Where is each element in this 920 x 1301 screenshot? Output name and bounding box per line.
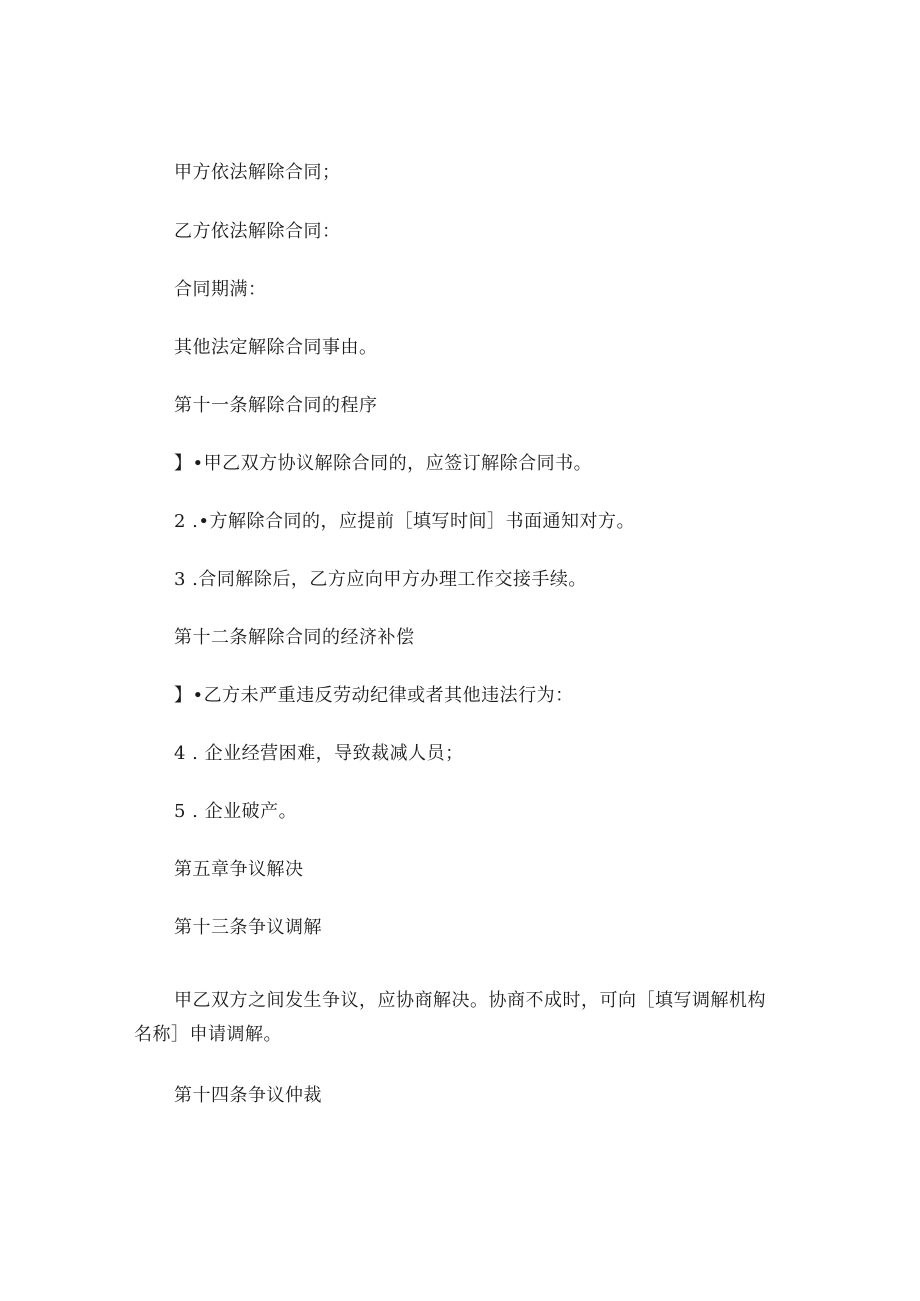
clause-line: 其他法定解除合同事由。 [174, 337, 378, 358]
body-paragraph: 甲乙双方之间发生争议，应协商解决。协商不成时，可向［填写调解机构名称］申请调解。 [134, 990, 766, 1045]
clause-line: 3 .合同解除后，乙方应向甲方办理工作交接手续。 [174, 569, 587, 590]
clause-line: 甲方依法解除合同； [174, 162, 341, 183]
clause-line: 5 . 企业破产。 [174, 801, 298, 822]
chapter-heading: 第五章争议解决 [174, 859, 304, 880]
clause-line: 合同期满： [174, 279, 267, 300]
section-heading: 第十一条解除合同的程序 [174, 395, 378, 416]
clause-line: 2 .•方解除合同的，应提前［填写时间］书面通知对方。 [174, 511, 636, 532]
clause-line: 】•甲乙双方协议解除合同的，应签订解除合同书。 [174, 453, 593, 474]
section-heading: 第十四条争议仲裁 [174, 1085, 322, 1106]
clause-line: 乙方依法解除合同： [174, 221, 341, 242]
section-heading: 第十三条争议调解 [174, 917, 322, 938]
clause-line: 4 . 企业经营困难，导致裁减人员； [174, 743, 464, 764]
clause-line: 】•乙方未严重违反劳动纪律或者其他违法行为： [174, 685, 574, 706]
section-heading: 第十二条解除合同的经济补偿 [174, 627, 415, 648]
